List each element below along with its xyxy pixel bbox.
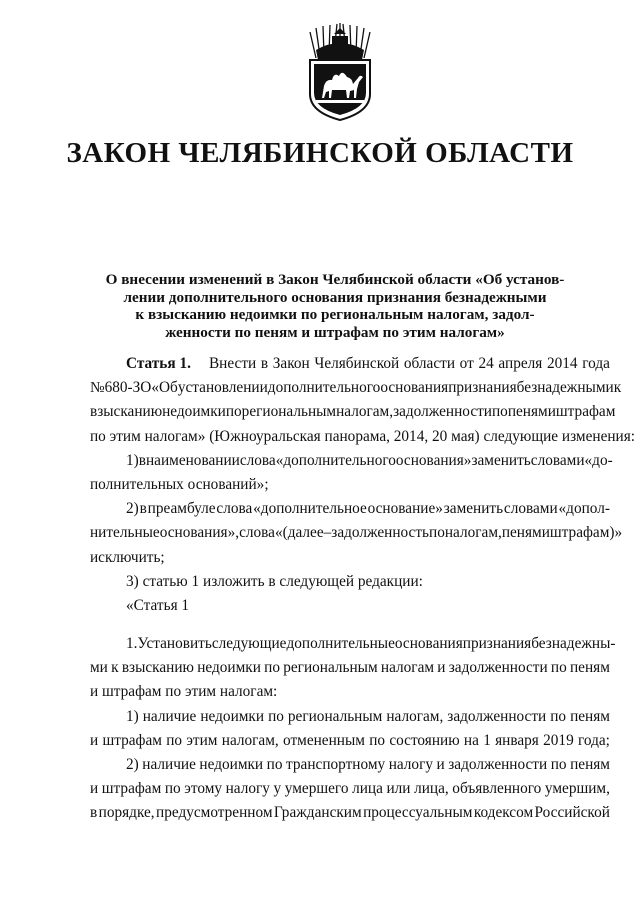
word: процессуальным (363, 804, 473, 822)
law-title: ЗАКОН ЧЕЛЯБИНСКОЙ ОБЛАСТИ (66, 137, 574, 169)
word: штрафам (555, 403, 616, 421)
word: региональным (241, 403, 337, 421)
word: основания» (395, 451, 472, 469)
word: налогам, (336, 403, 394, 421)
word: пеням (570, 707, 610, 725)
quoted-article-heading (90, 594, 610, 618)
word: «дополнительного (275, 451, 396, 469)
word: 680-ЗО (104, 379, 152, 397)
word: штрафам)» (549, 524, 623, 542)
body-line (90, 521, 623, 545)
clause-1-line (90, 632, 616, 656)
word: «допол- (558, 500, 610, 518)
word: и (437, 659, 446, 677)
body-text (90, 400, 615, 424)
word: предусмотренном (156, 804, 273, 822)
word: – (323, 524, 332, 542)
body-text (126, 705, 610, 729)
word: по (166, 731, 183, 749)
word: взысканию (121, 659, 194, 677)
word: налогу (225, 780, 270, 798)
subject-line: женности по пеням и штрафам по этим налогам» (165, 323, 505, 341)
word: 1) (126, 451, 139, 469)
body-text (90, 801, 610, 825)
word: объявленного (452, 780, 542, 798)
word: основание» (367, 500, 443, 518)
body-text: 3) статью 1 изложить в следующей редакции: (126, 572, 423, 590)
word: 2) (126, 500, 139, 518)
word: по (550, 707, 567, 725)
word: взысканию (90, 403, 163, 421)
word: № (90, 379, 105, 397)
word: и (547, 403, 556, 421)
word: основания (394, 635, 463, 653)
word: задолженности (447, 707, 547, 725)
word: основания (380, 379, 449, 397)
body-line (90, 777, 610, 801)
word: по (369, 731, 386, 749)
word: дополнительные (286, 635, 395, 653)
word: задолженности (393, 403, 492, 421)
word: недоимки (200, 707, 265, 725)
word: налогу (388, 756, 434, 773)
word: у (273, 780, 282, 798)
word: по (164, 780, 181, 798)
law-subject (100, 271, 570, 341)
word: «до- (584, 451, 613, 469)
word: штрафам (102, 731, 162, 749)
item-3-line (90, 570, 610, 594)
word: пеням (570, 659, 610, 677)
word: апреля (498, 355, 543, 372)
body-line (90, 376, 622, 400)
word: пеням (570, 756, 610, 773)
body-text: «Статья 1 (126, 596, 190, 614)
word: недоимки (162, 403, 226, 421)
word: по (550, 659, 567, 677)
body-line (90, 425, 636, 449)
word: этим (186, 731, 218, 749)
word: года (582, 355, 610, 372)
word: этому (184, 780, 223, 798)
paragraph-gap (90, 618, 610, 632)
body-text (90, 729, 610, 753)
subject-line: О внесении изменений в Закон Челябинской области «Об установ- (105, 271, 565, 288)
word: транспортному (286, 756, 386, 773)
word: 2014 (546, 355, 578, 372)
word: кодексом (473, 804, 534, 822)
word: пеням (507, 403, 548, 421)
word: заменить (443, 500, 504, 518)
body-text (126, 497, 610, 521)
word: словами (530, 451, 585, 469)
word: основания», (159, 524, 240, 542)
word: и (541, 524, 550, 542)
word: нительные (90, 524, 160, 542)
word: 24 (478, 355, 494, 372)
word: 2) (126, 756, 139, 773)
word: Российской (534, 804, 610, 822)
word: региональным (283, 659, 378, 677)
item-1-line (90, 449, 613, 473)
body-text: по этим налогам» (Южноуральская панорама, 2014, 20 мая) следующие изменения: (90, 427, 636, 445)
word: налогам, (444, 524, 502, 542)
word: Гражданским (273, 804, 362, 822)
word: лица (352, 780, 383, 798)
body-line (90, 473, 610, 497)
word: по (264, 659, 280, 677)
word: Внести (208, 355, 257, 372)
word: по (429, 524, 445, 542)
word: словами (503, 500, 558, 518)
subject-line: лении дополнительного основания признания безнадежными (123, 288, 547, 306)
word: состоянию (389, 731, 460, 749)
word: недоимки (199, 756, 264, 773)
word: наличие (142, 707, 197, 725)
word: порядке, (98, 804, 155, 822)
word: по (225, 403, 242, 421)
word: в (139, 500, 147, 518)
word: слова (239, 451, 276, 469)
body-text: исключить; (90, 548, 165, 566)
subclause-2-line (90, 753, 610, 777)
word: налогам, (386, 707, 444, 725)
word: и (90, 731, 99, 749)
word: преамбуле (147, 500, 216, 518)
word: и (90, 780, 99, 798)
word: ми (90, 659, 108, 677)
word: или (386, 780, 411, 798)
body-line (90, 656, 610, 680)
body-line (90, 729, 610, 753)
body-line (90, 801, 610, 825)
word: установлении (177, 379, 268, 397)
word: на (463, 731, 479, 749)
word: региональным (287, 707, 383, 725)
word: задолженность (331, 524, 430, 542)
body-text (90, 777, 610, 801)
word: лица, (414, 780, 449, 798)
body-text: полнительных оснований»; (90, 475, 269, 493)
word: к (111, 659, 119, 677)
word: налогам, (221, 731, 279, 749)
subject-line: к взысканию недоимки по региональным налогам, задол- (135, 306, 535, 323)
word: налогам (380, 659, 435, 677)
body-text (126, 449, 613, 473)
subclause-1-line (90, 705, 610, 729)
word: 2019 (543, 731, 574, 749)
word: признания (448, 379, 517, 397)
word: следующие (211, 635, 287, 653)
body-text (90, 521, 622, 545)
word: и (436, 756, 445, 773)
word: задолженности (448, 659, 548, 677)
word: отмененным (283, 731, 365, 749)
word: наличие (142, 756, 196, 773)
body-line (90, 400, 616, 424)
word: слова (239, 524, 275, 542)
body-text (126, 632, 616, 656)
word: «дополнительное (253, 500, 367, 518)
word: 1 (483, 731, 491, 749)
body-text: и штрафам по этим налогам: (90, 683, 278, 701)
word: в (138, 451, 146, 469)
word: от (459, 355, 474, 372)
word: заменить (471, 451, 531, 469)
word: умершим, (544, 780, 610, 798)
law-body (90, 352, 636, 826)
word: слова (216, 500, 253, 518)
word: задолженности (448, 756, 548, 773)
article-1-first-line (90, 352, 610, 376)
word: 1) (126, 707, 139, 725)
coat-of-arms-emblem (296, 22, 384, 122)
word: штрафам (101, 780, 162, 798)
body-text (126, 753, 610, 777)
word: по (266, 756, 283, 773)
word: года; (578, 731, 610, 749)
word: безнадежны- (531, 635, 616, 653)
body-line (90, 546, 610, 570)
article-label: Статья 1. (126, 355, 191, 372)
word: Закон (272, 355, 310, 372)
word: по (550, 756, 567, 773)
word: «Об (151, 379, 178, 397)
word: января (495, 731, 539, 749)
word: недоимки (197, 659, 261, 677)
word: Челябинской (314, 355, 400, 372)
word: «(далее (274, 524, 324, 542)
word: области (403, 355, 456, 372)
word: безнадежными (516, 379, 614, 397)
word: наименовании (145, 451, 240, 469)
word: 1. (126, 635, 138, 653)
word: дополнительного (267, 379, 381, 397)
word: в (90, 804, 98, 822)
word: умершего (284, 780, 349, 798)
body-text (90, 376, 621, 400)
item-2-line (90, 497, 610, 521)
word: по (491, 403, 508, 421)
word: признания (462, 635, 532, 653)
body-line (90, 680, 610, 704)
word: Установить (137, 635, 212, 653)
word: по (268, 707, 284, 725)
word: в (260, 355, 269, 372)
body-text (209, 352, 610, 376)
word: к (613, 379, 622, 397)
word: пеням (501, 524, 542, 542)
body-text (90, 656, 610, 680)
